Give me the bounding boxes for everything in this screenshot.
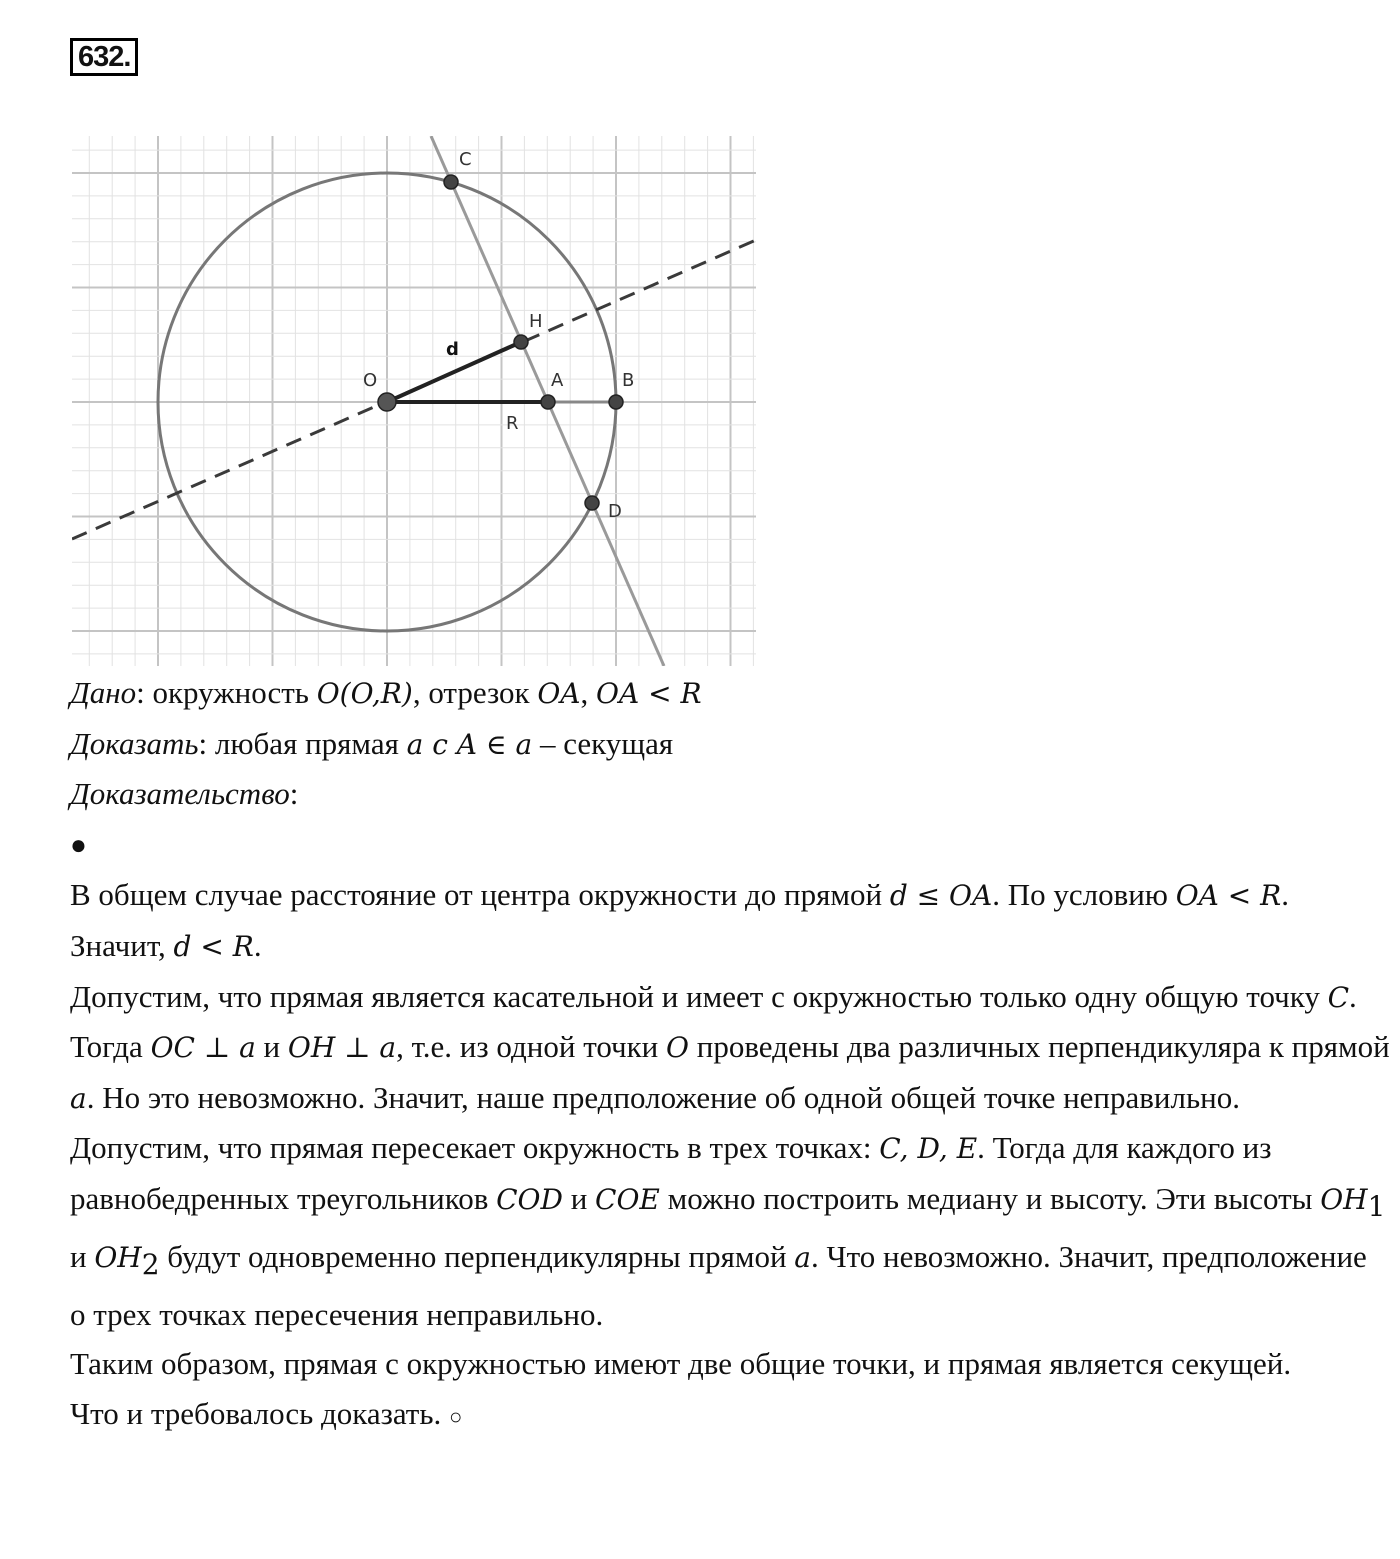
p2-text: . Тогда [70, 978, 1357, 1065]
label-d-distance: d [446, 339, 459, 360]
p3-formula: OH [94, 1240, 142, 1274]
paragraph-1 [70, 870, 1390, 971]
end-of-proof-icon: ○ [449, 1403, 463, 1429]
problem-number: 632. [70, 38, 138, 76]
given-label: Дано [70, 675, 137, 710]
p3-formula: COE [595, 1182, 660, 1216]
p3-formula: a [794, 1240, 811, 1274]
p3-subscript: 2 [141, 1247, 160, 1281]
prove-label: Доказать [70, 725, 199, 761]
paragraph-4 [70, 1339, 1390, 1389]
p3-text: и [562, 1180, 596, 1216]
label-d-point: D [608, 501, 622, 522]
label-b: B [622, 370, 635, 391]
p3-formula: C, D, E [879, 1132, 978, 1166]
given-text: : окружность [136, 675, 317, 710]
p1-text: . [253, 927, 262, 963]
label-a: A [551, 370, 564, 391]
p1-formula: d ≤ OA [889, 879, 993, 913]
p2-formula: OC ⊥ a [150, 1031, 256, 1065]
p2-formula: OH ⊥ a [287, 1031, 397, 1065]
given-segment: OA [537, 677, 581, 710]
prove-text: – секущая [532, 725, 674, 761]
p3-formula: OH [1320, 1182, 1368, 1216]
p2-text: . Но это невозможно. Значит, наше предположение об одной общей точке неправильно. [86, 1079, 1240, 1115]
p3-text: и [70, 1238, 95, 1274]
p2-formula: O [666, 1031, 689, 1065]
given-inequality: OA < R [596, 677, 702, 710]
p3-text: Допустим, что прямая пересекает окружность в трех точках: [70, 1130, 880, 1166]
p5-text: Что и требовалось доказать. [70, 1395, 449, 1431]
paragraph-2 [70, 972, 1390, 1124]
p3-text: можно построить медиану и высоту. Эти высоты [659, 1180, 1321, 1216]
p4-text: Таким образом, прямая с окружностью имеют две общие точки, и прямая является секущей. [70, 1346, 1292, 1382]
p3-text: . Что невозможно. Значит, предположение о трех точках пересечения неправильно. [70, 1238, 1367, 1332]
p2-text: и [255, 1029, 288, 1065]
paragraph-5 [70, 1389, 1390, 1442]
solution-text [70, 668, 1390, 1441]
p2-text: Допустим, что прямая является касательной и имеет с окружностью только одну общую точку [70, 978, 1328, 1014]
prove-line [70, 719, 1390, 770]
point-a [541, 395, 555, 409]
prove-formula: a c A ∈ a [406, 727, 533, 761]
p1-formula: OA < R [1175, 879, 1282, 913]
prove-text: : любая прямая [198, 725, 407, 761]
given-text: , [580, 675, 597, 710]
bullet-line [70, 819, 1390, 871]
p2-formula: C [1327, 980, 1350, 1014]
proof-label: Доказательство [70, 776, 290, 812]
paragraph-3 [70, 1123, 1390, 1339]
p3-text: . Тогда для каждого из равнобедренных треугольников [70, 1130, 1272, 1216]
point-o [378, 393, 396, 411]
given-circle-expr: O(O,R) [316, 677, 413, 710]
proof-colon: : [289, 776, 299, 812]
p1-formula: d < R [173, 929, 254, 963]
p2-text: проведены два различных перпендикуляра к прямой [689, 1029, 1390, 1065]
point-d [585, 496, 599, 510]
point-h [514, 335, 528, 349]
given-text: , отрезок [412, 675, 538, 710]
p1-text: В общем случае расстояние от центра окружности до прямой [70, 877, 890, 913]
label-r: R [506, 413, 519, 434]
given-line [70, 668, 1390, 719]
p2-text: , т.е. из одной точки [396, 1029, 667, 1065]
p1-text: . Значит, [70, 877, 1289, 963]
label-o: O [363, 370, 378, 391]
bullet-icon: ● [70, 829, 87, 861]
point-c [444, 175, 458, 189]
p3-text: будут одновременно перпендикулярны прямой [159, 1238, 795, 1274]
label-h: H [529, 311, 543, 332]
proof-heading [70, 769, 1390, 819]
point-b [609, 395, 623, 409]
p1-text: . По условию [992, 877, 1176, 913]
label-c: C [459, 149, 472, 170]
p2-formula: a [70, 1081, 87, 1115]
p3-subscript: 1 [1367, 1190, 1386, 1224]
geometry-figure [72, 136, 756, 666]
p3-formula: COD [496, 1182, 563, 1216]
